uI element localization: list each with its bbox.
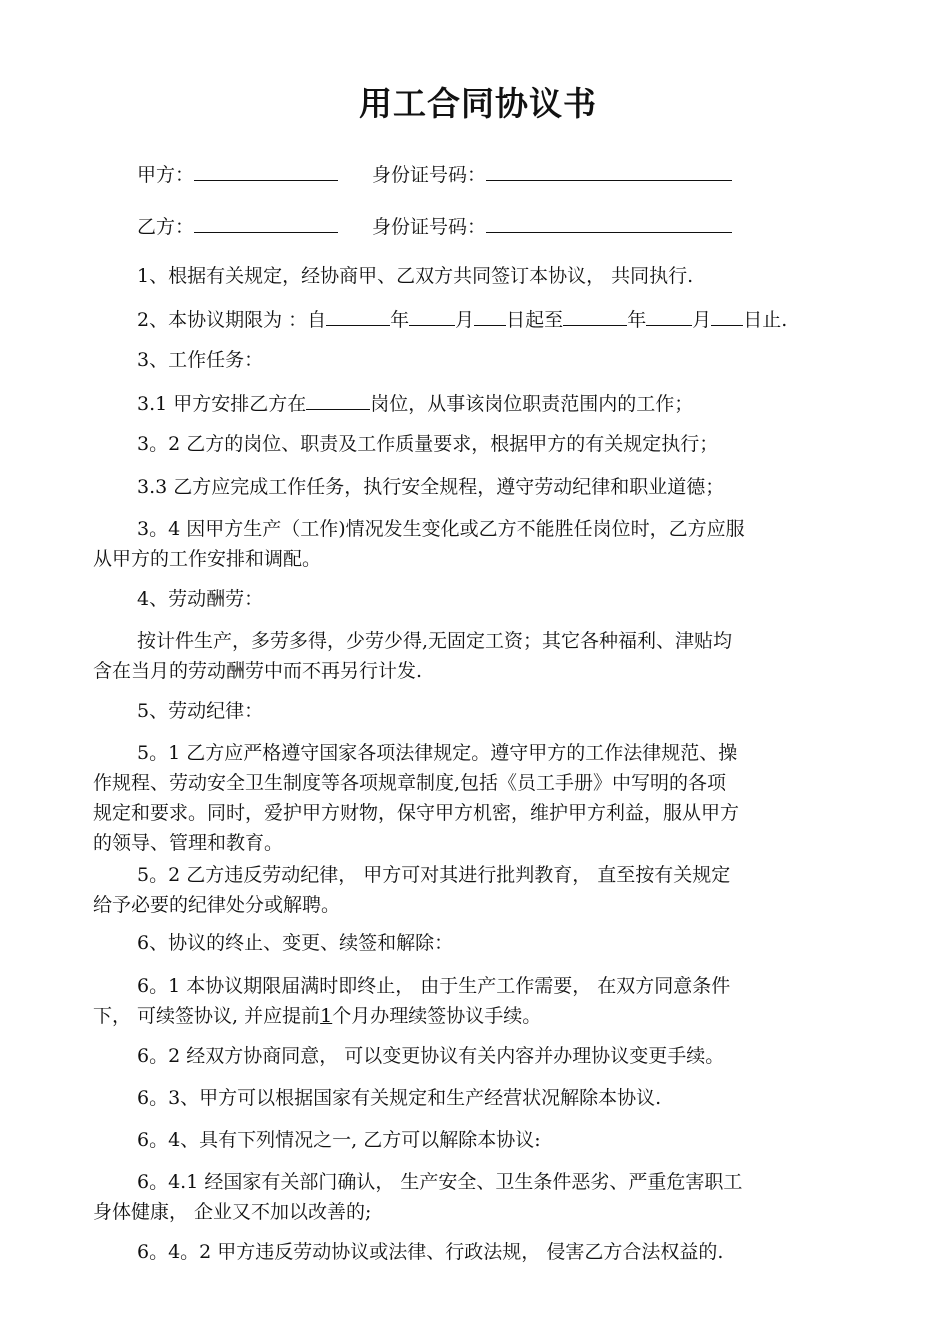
clause-5-1-line-1: 5。1 乙方应严格遵守国家各项法律规定。遵守甲方的工作法律规范、操 (137, 742, 738, 764)
clause-4-line-2: 含在当月的劳动酬劳中而不再另行计发. (93, 660, 423, 682)
party-a-row (137, 158, 837, 190)
clause-2-year-label: 年 (390, 309, 410, 331)
party-b-id-blank[interactable] (486, 210, 732, 233)
clause-3-4 (93, 514, 863, 574)
clause-5-2-line-1: 5。2 乙方违反劳动纪律， 甲方可对其进行批判教育， 直至按有关规定 (137, 864, 731, 886)
clause-2-month-label-2: 月 (692, 309, 712, 331)
clause-3-4-line-2: 从甲方的工作安排和调配。 (93, 548, 322, 570)
clause-3-3: 3.3 乙方应完成工作任务，执行安全规程，遵守劳动纪律和职业道德； (137, 476, 725, 498)
clause-6-4-1-line-2: 身体健康， 企业又不加以改善的; (93, 1201, 372, 1223)
clause-2-prefix: 2、本协议期限为 ：自 (137, 309, 327, 331)
clause-5-2-line-2: 给予必要的纪律处分或解聘。 (93, 894, 341, 916)
end-year-blank[interactable] (563, 303, 627, 326)
clause-6-2: 6。2 经双方协商同意， 可以变更协议有关内容并办理协议变更手续。 (137, 1045, 725, 1067)
party-b-name-blank[interactable] (194, 210, 338, 233)
party-b-label: 乙方： (137, 216, 195, 238)
clause-2-from-label: 日起至 (506, 309, 564, 331)
clause-3-1-suffix: 岗位，从事该岗位职责范围内的工作； (370, 393, 694, 415)
clause-3-1 (93, 387, 863, 419)
clause-5-1-line-2: 作规程、劳动安全卫生制度等各项规章制度,包括《员工手册》中写明的各项 (93, 772, 727, 794)
clause-6-1-line-2-a: 下， 可续签协议, 并应提前 (93, 1005, 321, 1027)
clause-5-1-line-3: 规定和要求。同时，爱护甲方财物，保守甲方机密，维护甲方利益，服从甲方 (93, 802, 740, 824)
clause-5-heading: 5、劳动纪律： (137, 700, 264, 722)
clause-4-line-1: 按计件生产，多劳多得，少劳少得,无固定工资；其它各种福利、津贴均 (137, 630, 733, 652)
party-b-row (137, 210, 837, 242)
clause-6-4-1 (93, 1167, 863, 1227)
party-a-id-blank[interactable] (486, 158, 732, 181)
months-notice-value[interactable]: 1 (320, 1005, 333, 1027)
clause-6-1-line-2 (93, 1001, 863, 1031)
clause-1: 1、根据有关规定，经协商甲、乙双方共同签订本协议， 共同执行. (137, 265, 694, 287)
clause-5-2 (93, 860, 863, 920)
end-day-blank[interactable] (711, 303, 743, 326)
clause-2-month-label: 月 (455, 309, 475, 331)
clause-3-2: 3。2 乙方的岗位、职责及工作质量要求，根据甲方的有关规定执行； (137, 433, 719, 455)
clause-6-4-1-line-1: 6。4.1 经国家有关部门确认， 生产安全、卫生条件恶劣、严重危害职工 (137, 1171, 743, 1193)
clause-3-1-prefix: 3.1 甲方安排乙方在 (137, 393, 307, 415)
clause-6-1 (93, 971, 863, 1031)
clause-3-heading: 3、工作任务： (137, 349, 264, 371)
clause-6-4-2: 6。4。2 甲方违反劳动协议或法律、行政法规， 侵害乙方合法权益的. (137, 1241, 724, 1263)
clause-6-3: 6。3、甲方可以根据国家有关规定和生产经营状况解除本协议. (137, 1087, 662, 1109)
clause-2-year-label-2: 年 (627, 309, 647, 331)
party-a-label: 甲方： (137, 164, 195, 186)
clause-4-body (93, 626, 863, 686)
clause-2-to-label: 日止. (743, 309, 788, 331)
party-a-name-blank[interactable] (194, 158, 338, 181)
position-blank[interactable] (306, 387, 370, 410)
clause-5-1 (93, 738, 863, 858)
clause-6-heading: 6、协议的终止、变更、续签和解除： (137, 932, 454, 954)
start-year-blank[interactable] (326, 303, 390, 326)
party-a-id-label: 身份证号码： (372, 164, 487, 186)
clause-3-4-line-1: 3。4 因甲方生产（工作)情况发生变化或乙方不能胜任岗位时，乙方应服 (137, 518, 745, 540)
party-b-id-label: 身份证号码： (372, 216, 487, 238)
clause-5-1-line-4: 的领导、管理和教育。 (93, 832, 284, 854)
clause-6-4: 6。4、具有下列情况之一, 乙方可以解除本协议: (137, 1129, 541, 1151)
start-month-blank[interactable] (409, 303, 455, 326)
document-title: 用工合同协议书 (359, 84, 597, 123)
clause-6-1-line-1: 6。1 本协议期限届满时即终止， 由于生产工作需要， 在双方同意条件 (137, 975, 731, 997)
clause-2 (93, 303, 863, 335)
start-day-blank[interactable] (474, 303, 506, 326)
clause-6-1-line-2-b: 个月办理续签协议手续。 (332, 1005, 542, 1027)
end-month-blank[interactable] (646, 303, 692, 326)
clause-4-heading: 4、劳动酬劳： (137, 588, 264, 610)
